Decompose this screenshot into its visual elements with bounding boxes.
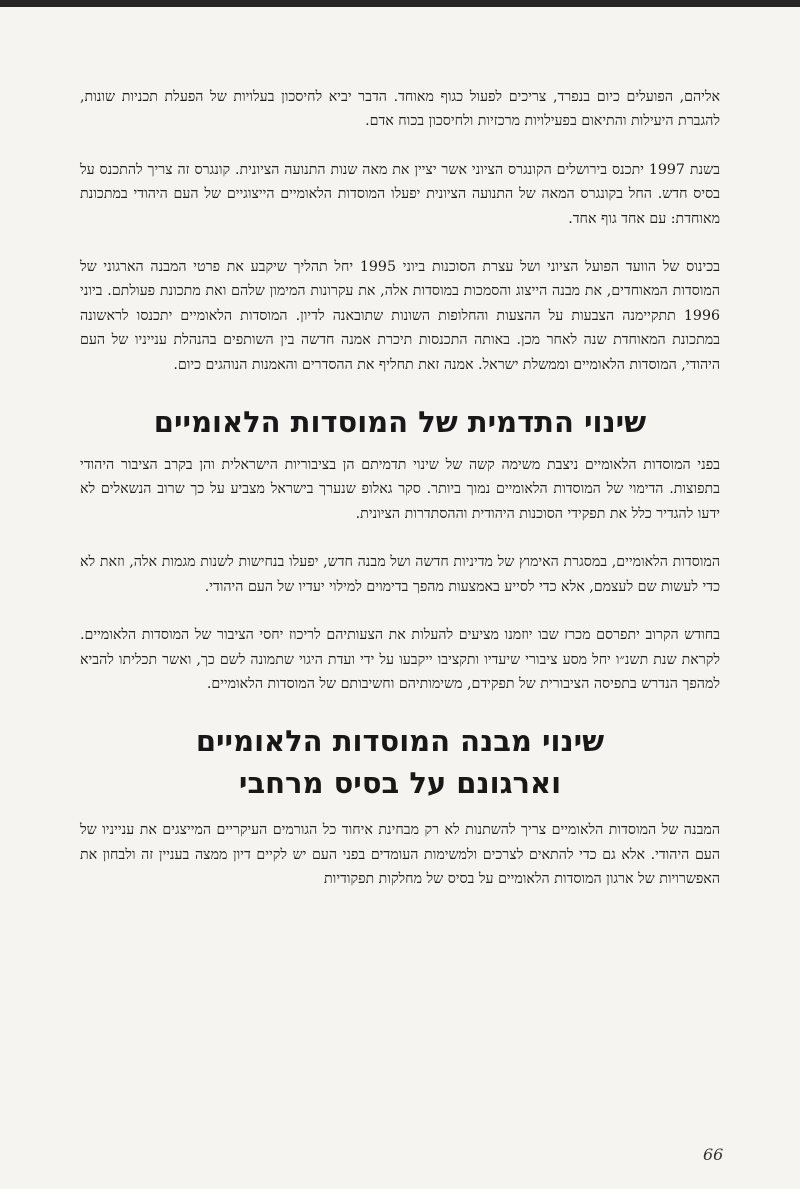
page-content xyxy=(80,85,720,916)
paragraph: המבנה של המוסדות הלאומיים צריך להשתנות לא רק מבחינת איחוד כל הגורמים העיקריים המייצגים את ענייניו של העם היהודי. אלא גם כדי להתאים לצרכים ולמשימות העומדים בפני העם יש לקיים דיון ממצה בעניין זה ולבחון את האפשרויות של ארגון המוסדות הלאומיים על בסיס של מחלקות תפקודיות xyxy=(80,822,720,888)
paragraph: המוסדות הלאומיים, במסגרת האימוץ של מדיניות חדשה ושל מבנה חדש, יפעלו בנחישות לשנות מגמות אלה, וזאת לא כדי לעשות שם לעצמם, אלא כדי לסייע באמצעות מהפך בדימוים למילוי יעדיו של העם היהודי. xyxy=(80,554,720,595)
section-heading-line: וארגונם על בסיס מרחבי xyxy=(238,766,562,801)
page-number: 66 xyxy=(703,1145,724,1164)
paragraph: בכינוס של הוועד הפועל הציוני ושל עצרת הסוכנות ביוני 1995 יחל תהליך שיקבע את פרטי המבנה הארגוני של המוסדות המאוחדים, את מבנה הייצוג והסמכות במוסדות אלה, את עקרונות המימון שלהם ואת מתכונת פעולתם. ביוני 1996 תתקיימנה הצבעות על ההצעות והחלופות השונות שתובאנה לדיון. המוסדות הלאומיים יתכנסו לראשונה במתכונת המאוחדת שנה לאחר מכן. באותה התכנסות תיכרת אמנה חדשה בין השותפים בהנהלת ענייניו של העם היהודי, המוסדות הלאומיים וממשלת ישראל. אמנה זאת תחליף את ההסדרים והאמנות הנוהגים כיום. xyxy=(80,259,720,373)
paragraph: אליהם, הפועלים כיום בנפרד, צריכים לפעול כגוף מאוחד. הדבר יביא לחיסכון בעלויות של הפעלת תכניות שונות, להגברת היעילות והתיאום בפעילויות מרכזיות ולחיסכון בכוח אדם. xyxy=(80,89,720,130)
section-heading xyxy=(80,720,720,804)
paragraph: בשנת 1997 יתכנס בירושלים הקונגרס הציוני אשר יציין את מאה שנות התנועה הציונית. קונגרס זה צריך להתכנס על בסיס חדש. החל בקונגרס המאה של התנועה הציונית יפעלו המוסדות הלאומיים הייצוגיים של העם היהודי במתכונת מאוחדת: עם אחד גוף אחד. xyxy=(80,161,720,227)
section-heading: שינוי התדמית של המוסדות הלאומיים xyxy=(153,405,647,440)
section-heading-line: שינוי מבנה המוסדות הלאומיים xyxy=(195,724,605,759)
document-page xyxy=(0,7,800,1189)
paragraph: בחודש הקרוב יתפרסם מכרז שבו יוזמנו מציעים להעלות את הצעותיהם לריכוז יחסי הציבור של המוסדות הלאומיים. לקראת שנת תשנ״ו יחל מסע ציבורי שיעדיו ותקציבו ייקבעו על ידי ועדת היגוי שתמונה לשם כך, ואשר תכליתו להביא למהפך הנדרש בתפיסה הציבורית של תפקידם, משימותיהם וחשיבותם של המוסדות הלאומיים. xyxy=(80,627,720,692)
paragraph: בפני המוסדות הלאומיים ניצבת משימה קשה של שינוי תדמיתם הן בציבוריות הישראלית והן בקרב הציבור היהודי בתפוצות. הדימוי של המוסדות הלאומיים נמוך ביותר. סקר גאלופ שנערך בישראל מצביע על כך שרוב הנשאלים לא ידעו להגדיר כלל את תפקידי הסוכנות היהודית וההסתדרות הציונית. xyxy=(80,457,720,522)
scan-border xyxy=(0,0,800,7)
